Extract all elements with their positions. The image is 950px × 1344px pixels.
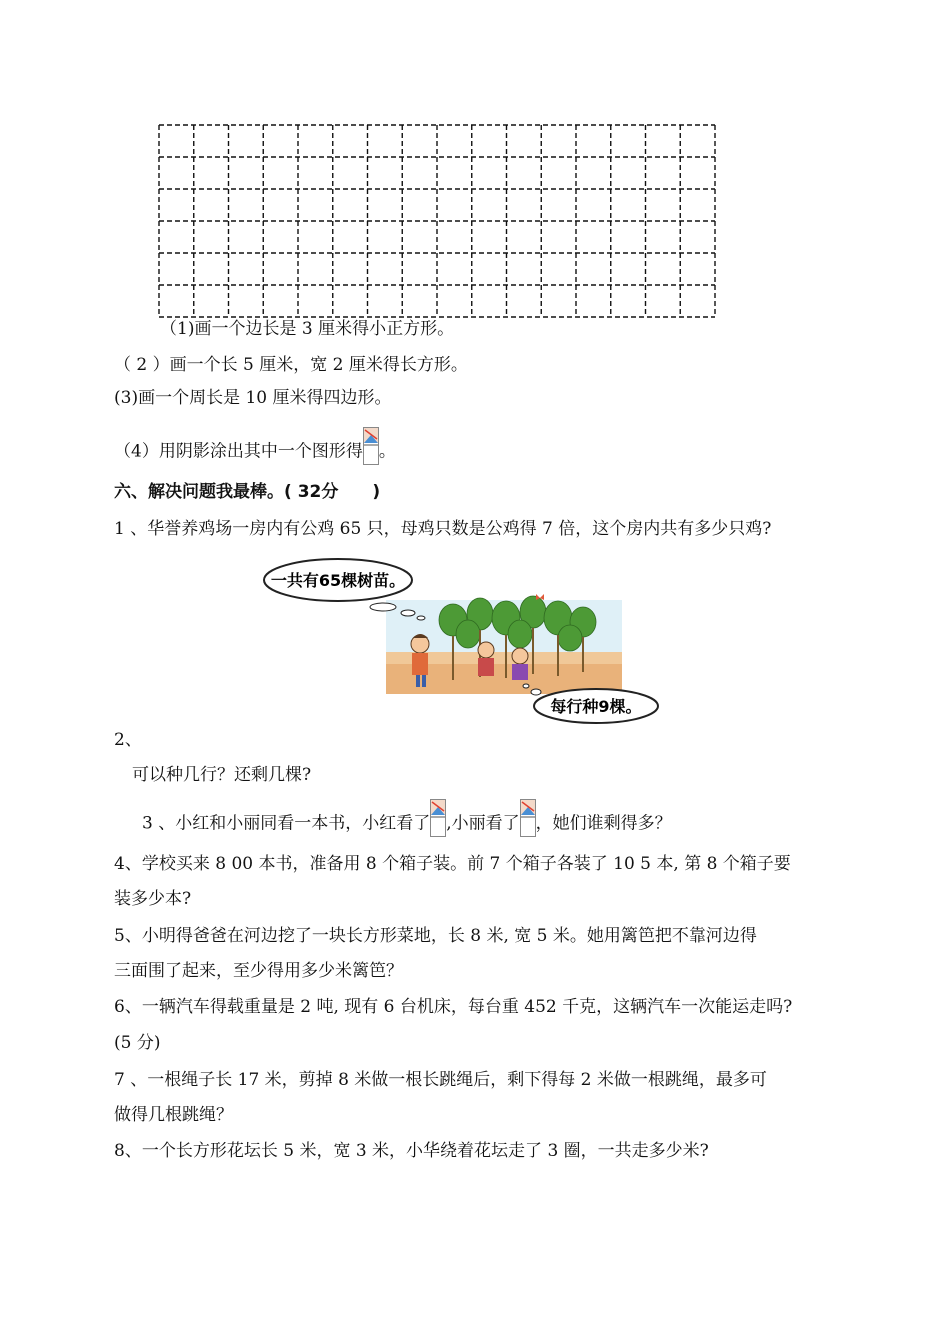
question-3-part-2: ,小丽看了 — [446, 813, 520, 834]
section5-item-4-text: （4）用阴影涂出其中一个图形得 — [114, 441, 363, 462]
question-8: 8、一个长方形花坛长 5 米，宽 3 米，小华绕着花坛走了 3 圈，一共走多少米? — [114, 1141, 709, 1161]
section6-title: 六、解决问题我最棒。( 32分 ) — [114, 482, 381, 502]
fraction-image-icon — [363, 427, 379, 465]
section5-item-1: （1)画一个边长是 3 厘米得小正方形。 — [160, 319, 455, 339]
question-2-number: 2、 — [114, 730, 142, 750]
section5-item-4-suffix: 。 — [378, 441, 396, 462]
question-4-line-1: 4、学校买来 8 00 本书，准备用 8 个箱子装。前 7 个箱子各装了 10 5 本, 第 8 个箱子要 — [114, 854, 791, 874]
section5-item-4 — [114, 433, 396, 471]
question-2-text: 可以种几行？还剩几棵? — [132, 765, 312, 785]
fraction-image-icon — [520, 799, 536, 837]
fraction-image-icon — [430, 799, 446, 837]
question-6-line-2: (5 分) — [114, 1033, 161, 1053]
question-5-line-2: 三面围了起来，至少得用多少米篱笆？ — [114, 961, 403, 981]
question-7-line-1: 7 、一根绳子长 17 米，剪掉 8 米做一根长跳绳后，剩下得每 2 米做一根跳绳，最多可 — [114, 1070, 767, 1090]
tree-planting-illustration — [258, 552, 678, 724]
section5-item-2: （ 2 ）画一个长 5 厘米，宽 2 厘米得长方形。 — [114, 355, 468, 375]
question-4-line-2: 装多少本? — [114, 889, 192, 909]
question-7-line-2: 做得几根跳绳？ — [114, 1105, 233, 1125]
question-1: 1 、华誉养鸡场一房内有公鸡 65 只，母鸡只数是公鸡得 7 倍，这个房内共有多少只鸡? — [114, 519, 772, 539]
question-3-part-3: ，她们谁剩得多？ — [535, 813, 672, 834]
dashed-grid — [158, 124, 716, 318]
question-3 — [142, 805, 672, 843]
question-3-part-1: 3 、小红和小丽同看一本书，小红看了 — [142, 813, 431, 834]
section5-item-3: (3)画一个周长是 10 厘米得四边形。 — [114, 388, 392, 408]
bubble-left-text: 一共有65棵树苗。 — [270, 571, 406, 590]
question-5-line-1: 5、小明得爸爸在河边挖了一块长方形菜地，长 8 米, 宽 5 米。她用篱笆把不靠河边得 — [114, 926, 757, 946]
bubble-right-text: 每行种9棵。 — [550, 697, 642, 716]
question-6-line-1: 6、一辆汽车得载重量是 2 吨, 现有 6 台机床，每台重 452 千克，这辆汽车一次能运走吗? — [114, 997, 793, 1017]
